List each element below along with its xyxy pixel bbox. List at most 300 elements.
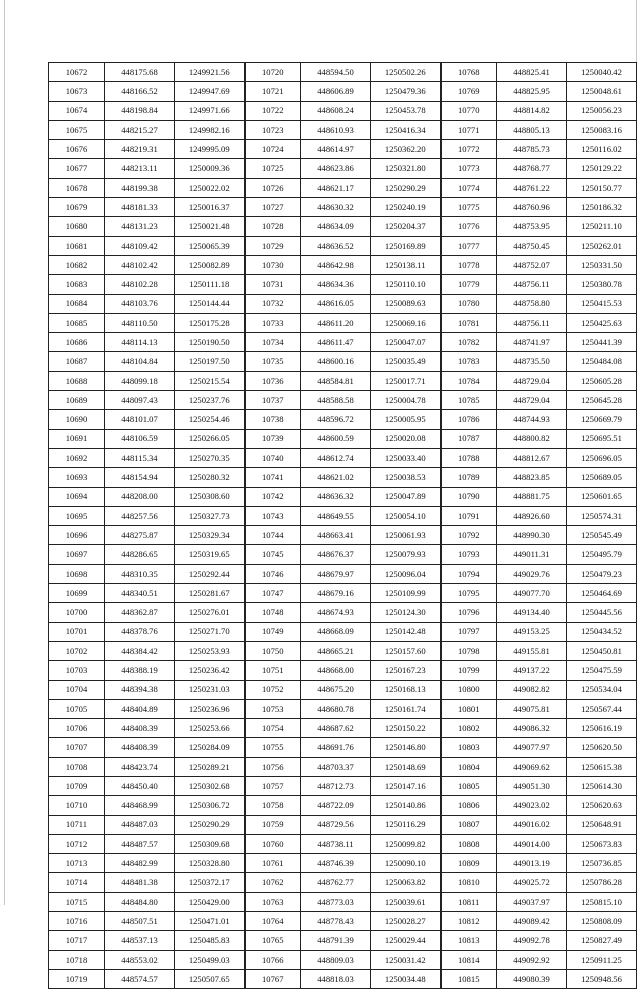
x-coordinate-cell: 448110.50	[105, 313, 175, 332]
x-coordinate-cell: 448674.93	[301, 603, 371, 622]
point-id-cell: 10734	[245, 333, 301, 352]
x-coordinate-cell: 448310.35	[105, 564, 175, 583]
point-id-cell: 10779	[441, 275, 497, 294]
y-coordinate-cell: 1250204.37	[371, 217, 441, 236]
y-coordinate-cell: 1250022.02	[175, 178, 245, 197]
point-id-cell: 10783	[441, 352, 497, 371]
point-id-cell: 10815	[441, 969, 497, 988]
y-coordinate-cell: 1250111.18	[175, 275, 245, 294]
y-coordinate-cell: 1250616.19	[567, 719, 637, 738]
point-id-cell: 10753	[245, 699, 301, 718]
x-coordinate-cell: 448115.34	[105, 448, 175, 467]
x-coordinate-cell: 448634.36	[301, 275, 371, 294]
y-coordinate-cell: 1250329.34	[175, 526, 245, 545]
y-coordinate-cell: 1250253.66	[175, 719, 245, 738]
point-id-cell: 10793	[441, 545, 497, 564]
y-coordinate-cell: 1250284.09	[175, 738, 245, 757]
x-coordinate-cell: 448729.04	[497, 391, 567, 410]
point-id-cell: 10772	[441, 140, 497, 159]
point-id-cell: 10808	[441, 834, 497, 853]
x-coordinate-cell: 449051.30	[497, 776, 567, 795]
y-coordinate-cell: 1250047.07	[371, 333, 441, 352]
x-coordinate-cell: 448537.13	[105, 931, 175, 950]
x-coordinate-cell: 448741.97	[497, 333, 567, 352]
y-coordinate-cell: 1250485.83	[175, 931, 245, 950]
y-coordinate-cell: 1250808.09	[567, 912, 637, 931]
y-coordinate-cell: 1250089.63	[371, 294, 441, 313]
point-id-cell: 10737	[245, 391, 301, 410]
y-coordinate-cell: 1250309.68	[175, 834, 245, 853]
x-coordinate-cell: 448668.00	[301, 661, 371, 680]
y-coordinate-cell: 1250445.56	[567, 603, 637, 622]
y-coordinate-cell: 1250035.49	[371, 352, 441, 371]
x-coordinate-cell: 448154.94	[105, 468, 175, 487]
x-coordinate-cell: 448468.99	[105, 796, 175, 815]
table-row	[49, 159, 637, 178]
y-coordinate-cell: 1250033.40	[371, 448, 441, 467]
x-coordinate-cell: 448616.05	[301, 294, 371, 313]
point-id-cell: 10736	[245, 371, 301, 390]
x-coordinate-cell: 448404.89	[105, 699, 175, 718]
x-coordinate-cell: 448800.82	[497, 429, 567, 448]
x-coordinate-cell: 448423.74	[105, 757, 175, 776]
point-id-cell: 10684	[49, 294, 105, 313]
y-coordinate-cell: 1250211.10	[567, 217, 637, 236]
x-coordinate-cell: 448791.39	[301, 931, 371, 950]
y-coordinate-cell: 1250038.53	[371, 468, 441, 487]
point-id-cell: 10782	[441, 333, 497, 352]
point-id-cell: 10732	[245, 294, 301, 313]
point-id-cell: 10718	[49, 950, 105, 969]
point-id-cell: 10784	[441, 371, 497, 390]
point-id-cell: 10680	[49, 217, 105, 236]
table-row	[49, 275, 637, 294]
point-id-cell: 10802	[441, 719, 497, 738]
x-coordinate-cell: 448814.82	[497, 101, 567, 120]
x-coordinate-cell: 448219.31	[105, 140, 175, 159]
y-coordinate-cell: 1250020.08	[371, 429, 441, 448]
table-row	[49, 429, 637, 448]
page-edge-left	[4, 0, 5, 905]
x-coordinate-cell: 448636.52	[301, 236, 371, 255]
x-coordinate-cell: 448679.97	[301, 564, 371, 583]
y-coordinate-cell: 1250479.36	[371, 82, 441, 101]
y-coordinate-cell: 1250415.53	[567, 294, 637, 313]
table-row	[49, 545, 637, 564]
y-coordinate-cell: 1250620.50	[567, 738, 637, 757]
point-id-cell: 10756	[245, 757, 301, 776]
y-coordinate-cell: 1250441.39	[567, 333, 637, 352]
y-coordinate-cell: 1250231.03	[175, 680, 245, 699]
x-coordinate-cell: 448610.93	[301, 120, 371, 139]
y-coordinate-cell: 1250614.30	[567, 776, 637, 795]
y-coordinate-cell: 1250190.50	[175, 333, 245, 352]
y-coordinate-cell: 1250327.73	[175, 506, 245, 525]
x-coordinate-cell: 448097.43	[105, 391, 175, 410]
y-coordinate-cell: 1250534.04	[567, 680, 637, 699]
point-id-cell: 10687	[49, 352, 105, 371]
y-coordinate-cell: 1250479.23	[567, 564, 637, 583]
x-coordinate-cell: 448181.33	[105, 198, 175, 217]
point-id-cell: 10814	[441, 950, 497, 969]
y-coordinate-cell: 1250736.85	[567, 854, 637, 873]
table-row	[49, 198, 637, 217]
point-id-cell: 10707	[49, 738, 105, 757]
point-id-cell: 10778	[441, 255, 497, 274]
point-id-cell: 10797	[441, 622, 497, 641]
x-coordinate-cell: 449014.00	[497, 834, 567, 853]
point-id-cell: 10746	[245, 564, 301, 583]
point-id-cell: 10691	[49, 429, 105, 448]
point-id-cell: 10722	[245, 101, 301, 120]
table-row	[49, 931, 637, 950]
point-id-cell: 10777	[441, 236, 497, 255]
point-id-cell: 10811	[441, 892, 497, 911]
x-coordinate-cell: 448275.87	[105, 526, 175, 545]
y-coordinate-cell: 1250254.46	[175, 410, 245, 429]
y-coordinate-cell: 1250276.01	[175, 603, 245, 622]
point-id-cell: 10763	[245, 892, 301, 911]
point-id-cell: 10730	[245, 255, 301, 274]
x-coordinate-cell: 448600.16	[301, 352, 371, 371]
x-coordinate-cell: 449013.19	[497, 854, 567, 873]
x-coordinate-cell: 448809.03	[301, 950, 371, 969]
x-coordinate-cell: 448768.77	[497, 159, 567, 178]
y-coordinate-cell: 1250082.89	[175, 255, 245, 274]
x-coordinate-cell: 448102.42	[105, 255, 175, 274]
x-coordinate-cell: 449025.72	[497, 873, 567, 892]
x-coordinate-cell: 448588.58	[301, 391, 371, 410]
table-row	[49, 719, 637, 738]
point-id-cell: 10788	[441, 448, 497, 467]
point-id-cell: 10752	[245, 680, 301, 699]
point-id-cell: 10709	[49, 776, 105, 795]
point-id-cell: 10724	[245, 140, 301, 159]
x-coordinate-cell: 449077.97	[497, 738, 567, 757]
table-row	[49, 912, 637, 931]
x-coordinate-cell: 448611.20	[301, 313, 371, 332]
point-id-cell: 10807	[441, 815, 497, 834]
x-coordinate-cell: 449037.97	[497, 892, 567, 911]
y-coordinate-cell: 1250292.44	[175, 564, 245, 583]
x-coordinate-cell: 449077.70	[497, 584, 567, 603]
x-coordinate-cell: 448612.74	[301, 448, 371, 467]
x-coordinate-cell: 448621.17	[301, 178, 371, 197]
y-coordinate-cell: 1250308.60	[175, 487, 245, 506]
y-coordinate-cell: 1250499.03	[175, 950, 245, 969]
x-coordinate-cell: 448729.04	[497, 371, 567, 390]
point-id-cell: 10704	[49, 680, 105, 699]
x-coordinate-cell: 448761.22	[497, 178, 567, 197]
point-id-cell: 10678	[49, 178, 105, 197]
point-id-cell: 10712	[49, 834, 105, 853]
x-coordinate-cell: 448614.97	[301, 140, 371, 159]
y-coordinate-cell: 1250016.37	[175, 198, 245, 217]
x-coordinate-cell: 448484.80	[105, 892, 175, 911]
point-id-cell: 10759	[245, 815, 301, 834]
coordinate-table-body	[49, 63, 637, 989]
point-id-cell: 10710	[49, 796, 105, 815]
x-coordinate-cell: 448574.57	[105, 969, 175, 988]
y-coordinate-cell: 1250065.39	[175, 236, 245, 255]
y-coordinate-cell: 1249921.56	[175, 63, 245, 82]
x-coordinate-cell: 448818.03	[301, 969, 371, 988]
x-coordinate-cell: 448611.47	[301, 333, 371, 352]
point-id-cell: 10711	[49, 815, 105, 834]
y-coordinate-cell: 1250169.89	[371, 236, 441, 255]
point-id-cell: 10801	[441, 699, 497, 718]
x-coordinate-cell: 448753.95	[497, 217, 567, 236]
x-coordinate-cell: 448606.89	[301, 82, 371, 101]
y-coordinate-cell: 1250302.68	[175, 776, 245, 795]
table-row	[49, 178, 637, 197]
y-coordinate-cell: 1250148.69	[371, 757, 441, 776]
x-coordinate-cell: 448481.38	[105, 873, 175, 892]
point-id-cell: 10681	[49, 236, 105, 255]
point-id-cell: 10790	[441, 487, 497, 506]
x-coordinate-cell: 448378.76	[105, 622, 175, 641]
table-row	[49, 834, 637, 853]
x-coordinate-cell: 448600.59	[301, 429, 371, 448]
x-coordinate-cell: 448680.78	[301, 699, 371, 718]
y-coordinate-cell: 1249982.16	[175, 120, 245, 139]
x-coordinate-cell: 448735.50	[497, 352, 567, 371]
table-row	[49, 738, 637, 757]
point-id-cell: 10760	[245, 834, 301, 853]
x-coordinate-cell: 448198.84	[105, 101, 175, 120]
point-id-cell: 10749	[245, 622, 301, 641]
table-row	[49, 352, 637, 371]
point-id-cell: 10765	[245, 931, 301, 950]
y-coordinate-cell: 1250056.23	[567, 101, 637, 120]
x-coordinate-cell: 448257.56	[105, 506, 175, 525]
point-id-cell: 10701	[49, 622, 105, 641]
point-id-cell: 10715	[49, 892, 105, 911]
point-id-cell: 10703	[49, 661, 105, 680]
y-coordinate-cell: 1250425.63	[567, 313, 637, 332]
y-coordinate-cell: 1250328.80	[175, 854, 245, 873]
x-coordinate-cell: 448665.21	[301, 641, 371, 660]
y-coordinate-cell: 1250786.28	[567, 873, 637, 892]
x-coordinate-cell: 449011.31	[497, 545, 567, 564]
table-row	[49, 371, 637, 390]
table-row	[49, 82, 637, 101]
point-id-cell: 10727	[245, 198, 301, 217]
point-id-cell: 10697	[49, 545, 105, 564]
x-coordinate-cell: 448099.18	[105, 371, 175, 390]
y-coordinate-cell: 1250028.27	[371, 912, 441, 931]
table-row	[49, 448, 637, 467]
point-id-cell: 10708	[49, 757, 105, 776]
point-id-cell: 10688	[49, 371, 105, 390]
table-row	[49, 873, 637, 892]
y-coordinate-cell: 1250574.31	[567, 506, 637, 525]
point-id-cell: 10743	[245, 506, 301, 525]
table-row	[49, 796, 637, 815]
point-id-cell: 10677	[49, 159, 105, 178]
y-coordinate-cell: 1250507.65	[175, 969, 245, 988]
y-coordinate-cell: 1250620.63	[567, 796, 637, 815]
y-coordinate-cell: 1250090.10	[371, 854, 441, 873]
table-row	[49, 120, 637, 139]
y-coordinate-cell: 1250039.61	[371, 892, 441, 911]
y-coordinate-cell: 1250271.70	[175, 622, 245, 641]
point-id-cell: 10695	[49, 506, 105, 525]
x-coordinate-cell: 449134.40	[497, 603, 567, 622]
y-coordinate-cell: 1250615.38	[567, 757, 637, 776]
point-id-cell: 10764	[245, 912, 301, 931]
y-coordinate-cell: 1250372.17	[175, 873, 245, 892]
x-coordinate-cell: 448208.00	[105, 487, 175, 506]
x-coordinate-cell: 449092.92	[497, 950, 567, 969]
point-id-cell: 10716	[49, 912, 105, 931]
x-coordinate-cell: 448388.19	[105, 661, 175, 680]
y-coordinate-cell: 1250464.69	[567, 584, 637, 603]
y-coordinate-cell: 1250004.78	[371, 391, 441, 410]
point-id-cell: 10803	[441, 738, 497, 757]
y-coordinate-cell: 1250240.19	[371, 198, 441, 217]
table-row	[49, 63, 637, 82]
y-coordinate-cell: 1250545.49	[567, 526, 637, 545]
x-coordinate-cell: 448482.99	[105, 854, 175, 873]
x-coordinate-cell: 448679.16	[301, 584, 371, 603]
point-id-cell: 10686	[49, 333, 105, 352]
y-coordinate-cell: 1250280.32	[175, 468, 245, 487]
x-coordinate-cell: 448630.32	[301, 198, 371, 217]
x-coordinate-cell: 448623.86	[301, 159, 371, 178]
x-coordinate-cell: 448712.73	[301, 776, 371, 795]
y-coordinate-cell: 1250911.25	[567, 950, 637, 969]
point-id-cell: 10768	[441, 63, 497, 82]
point-id-cell: 10750	[245, 641, 301, 660]
x-coordinate-cell: 449075.81	[497, 699, 567, 718]
y-coordinate-cell: 1250197.50	[175, 352, 245, 371]
point-id-cell: 10794	[441, 564, 497, 583]
y-coordinate-cell: 1250475.59	[567, 661, 637, 680]
point-id-cell: 10744	[245, 526, 301, 545]
point-id-cell: 10792	[441, 526, 497, 545]
table-row	[49, 217, 637, 236]
table-row	[49, 255, 637, 274]
y-coordinate-cell: 1250266.05	[175, 429, 245, 448]
x-coordinate-cell: 449137.22	[497, 661, 567, 680]
table-row	[49, 584, 637, 603]
point-id-cell: 10740	[245, 448, 301, 467]
y-coordinate-cell: 1250380.78	[567, 275, 637, 294]
table-row	[49, 410, 637, 429]
x-coordinate-cell: 448487.57	[105, 834, 175, 853]
table-row	[49, 313, 637, 332]
y-coordinate-cell: 1250047.89	[371, 487, 441, 506]
x-coordinate-cell: 448642.98	[301, 255, 371, 274]
table-row	[49, 854, 637, 873]
point-id-cell: 10799	[441, 661, 497, 680]
point-id-cell: 10729	[245, 236, 301, 255]
table-row	[49, 564, 637, 583]
table-row	[49, 236, 637, 255]
coordinate-table	[48, 62, 637, 989]
y-coordinate-cell: 1250484.08	[567, 352, 637, 371]
point-id-cell: 10761	[245, 854, 301, 873]
point-id-cell: 10714	[49, 873, 105, 892]
x-coordinate-cell: 448175.68	[105, 63, 175, 82]
point-id-cell: 10751	[245, 661, 301, 680]
y-coordinate-cell: 1250471.01	[175, 912, 245, 931]
y-coordinate-cell: 1250099.82	[371, 834, 441, 853]
point-id-cell: 10685	[49, 313, 105, 332]
x-coordinate-cell: 449080.39	[497, 969, 567, 988]
y-coordinate-cell: 1250116.02	[567, 140, 637, 159]
y-coordinate-cell: 1250321.80	[371, 159, 441, 178]
point-id-cell: 10771	[441, 120, 497, 139]
x-coordinate-cell: 448881.75	[497, 487, 567, 506]
y-coordinate-cell: 1250453.78	[371, 101, 441, 120]
x-coordinate-cell: 449029.76	[497, 564, 567, 583]
x-coordinate-cell: 448750.45	[497, 236, 567, 255]
y-coordinate-cell: 1250167.23	[371, 661, 441, 680]
point-id-cell: 10699	[49, 584, 105, 603]
point-id-cell: 10720	[245, 63, 301, 82]
x-coordinate-cell: 448744.93	[497, 410, 567, 429]
x-coordinate-cell: 448812.67	[497, 448, 567, 467]
x-coordinate-cell: 448823.85	[497, 468, 567, 487]
x-coordinate-cell: 448691.76	[301, 738, 371, 757]
x-coordinate-cell: 448758.80	[497, 294, 567, 313]
point-id-cell: 10693	[49, 468, 105, 487]
point-id-cell: 10726	[245, 178, 301, 197]
x-coordinate-cell: 448825.95	[497, 82, 567, 101]
y-coordinate-cell: 1250645.28	[567, 391, 637, 410]
point-id-cell: 10770	[441, 101, 497, 120]
table-row	[49, 506, 637, 525]
point-id-cell: 10809	[441, 854, 497, 873]
point-id-cell: 10696	[49, 526, 105, 545]
y-coordinate-cell: 1250083.16	[567, 120, 637, 139]
point-id-cell: 10762	[245, 873, 301, 892]
x-coordinate-cell: 448729.56	[301, 815, 371, 834]
table-row	[49, 140, 637, 159]
x-coordinate-cell: 449092.78	[497, 931, 567, 950]
x-coordinate-cell: 448286.65	[105, 545, 175, 564]
x-coordinate-cell: 448675.20	[301, 680, 371, 699]
y-coordinate-cell: 1250168.13	[371, 680, 441, 699]
y-coordinate-cell: 1250157.60	[371, 641, 441, 660]
y-coordinate-cell: 1250138.11	[371, 255, 441, 274]
y-coordinate-cell: 1250429.00	[175, 892, 245, 911]
table-row	[49, 892, 637, 911]
point-id-cell: 10781	[441, 313, 497, 332]
point-id-cell: 10767	[245, 969, 301, 988]
x-coordinate-cell: 448825.41	[497, 63, 567, 82]
point-id-cell: 10700	[49, 603, 105, 622]
y-coordinate-cell: 1250005.95	[371, 410, 441, 429]
y-coordinate-cell: 1250270.35	[175, 448, 245, 467]
point-id-cell: 10773	[441, 159, 497, 178]
y-coordinate-cell: 1250161.74	[371, 699, 441, 718]
y-coordinate-cell: 1250319.65	[175, 545, 245, 564]
y-coordinate-cell: 1250362.20	[371, 140, 441, 159]
point-id-cell: 10789	[441, 468, 497, 487]
y-coordinate-cell: 1250253.93	[175, 641, 245, 660]
point-id-cell: 10769	[441, 82, 497, 101]
table-row	[49, 699, 637, 718]
point-id-cell: 10690	[49, 410, 105, 429]
x-coordinate-cell: 448213.11	[105, 159, 175, 178]
x-coordinate-cell: 448553.02	[105, 950, 175, 969]
point-id-cell: 10776	[441, 217, 497, 236]
point-id-cell: 10731	[245, 275, 301, 294]
point-id-cell: 10775	[441, 198, 497, 217]
